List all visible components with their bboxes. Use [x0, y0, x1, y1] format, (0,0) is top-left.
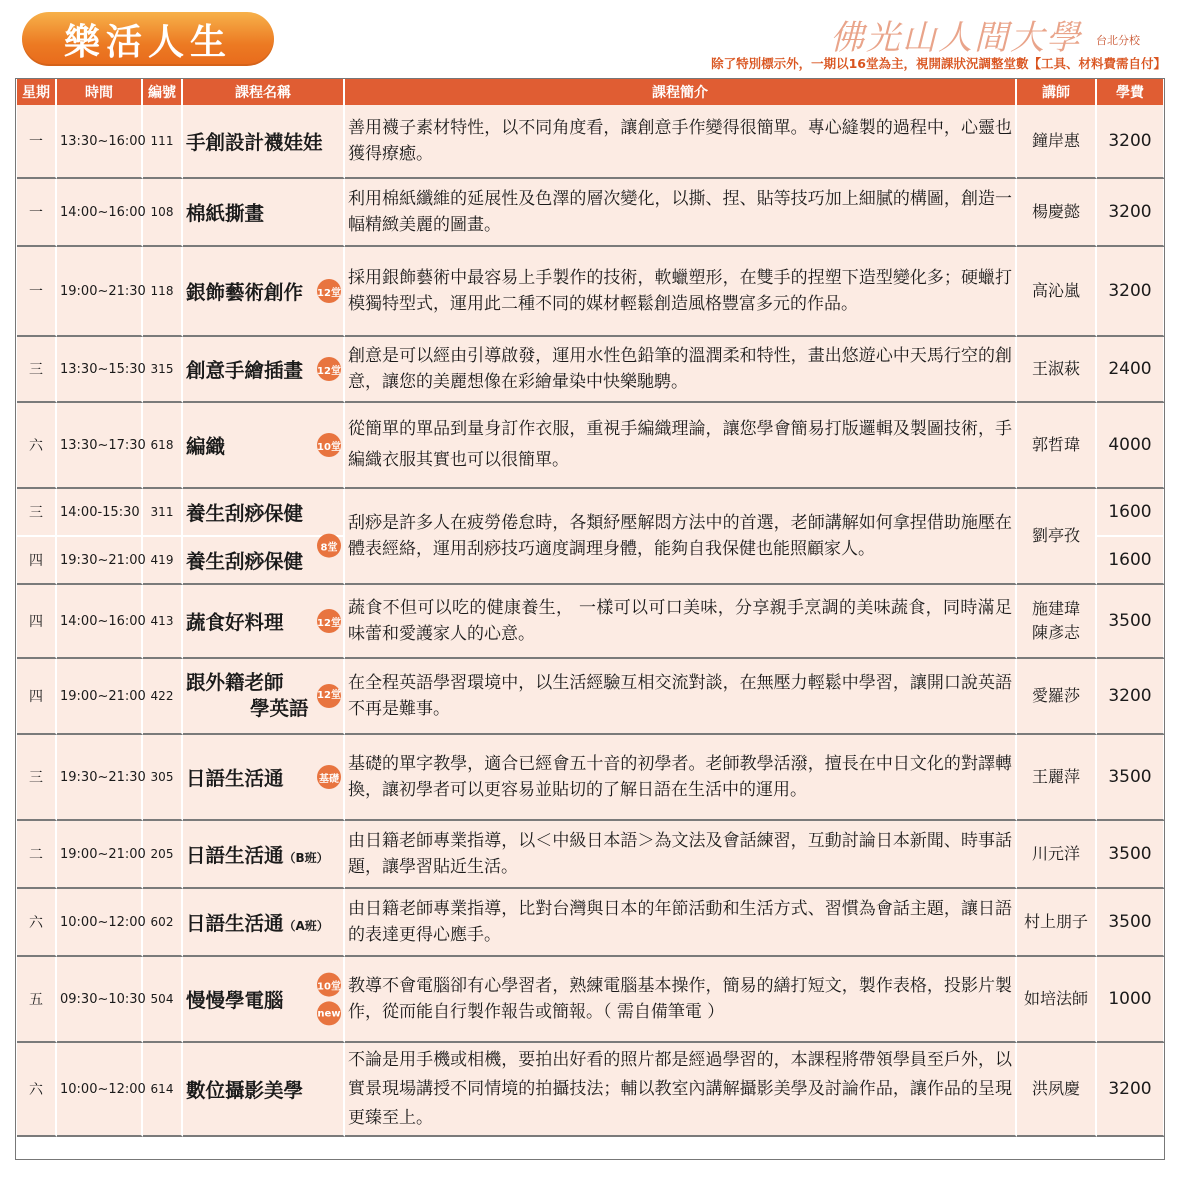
- time: 14:00~16:00: [57, 179, 143, 247]
- teacher: 高沁嵐: [1017, 247, 1097, 337]
- col-time: 時間: [57, 78, 143, 105]
- teacher: 村上朋子: [1017, 889, 1097, 957]
- fee: 3500: [1097, 821, 1165, 889]
- table-row: [17, 179, 1165, 247]
- session-badge: 10堂: [317, 973, 341, 997]
- table-row: [17, 247, 1165, 337]
- fee: 3500: [1097, 585, 1165, 659]
- course-name: [183, 821, 345, 889]
- course-name-text: 數位攝影美學: [186, 1079, 304, 1102]
- table-row: [17, 585, 1165, 659]
- day: 一: [17, 179, 57, 247]
- course-name-text: 編織: [186, 435, 226, 458]
- course-name: [183, 1043, 345, 1137]
- time: 09:30~10:30: [57, 957, 143, 1043]
- time: 10:00~12:00: [57, 889, 143, 957]
- day: 三: [17, 337, 57, 403]
- code: 419: [143, 537, 183, 585]
- description: 善用襪子素材特性，以不同角度看，讓創意手作變得很簡單。專心縫製的過程中，心靈也獲得療癒。: [345, 105, 1017, 179]
- time: 14:00~16:00: [57, 585, 143, 659]
- class-suffix: （B班）: [283, 851, 329, 865]
- teacher: 洪夙慶: [1017, 1043, 1097, 1137]
- fee: 1600: [1097, 489, 1165, 537]
- time: 19:30~21:30: [57, 735, 143, 821]
- course-name: [183, 105, 345, 179]
- fee: 3200: [1097, 179, 1165, 247]
- teacher: 川元洋: [1017, 821, 1097, 889]
- course-name: [183, 179, 345, 247]
- course-name-text: 棉紙撕畫: [186, 202, 265, 225]
- code: 413: [143, 585, 183, 659]
- course-name: [183, 735, 345, 821]
- teacher-2: 陳彥志: [1031, 623, 1080, 642]
- col-fee: 學費: [1097, 78, 1165, 105]
- course-name-text: 創意手繪插畫: [186, 359, 304, 382]
- day: 六: [17, 1043, 57, 1137]
- course-name-text: 蔬食好料理: [186, 611, 284, 634]
- day: 六: [17, 889, 57, 957]
- col-teacher: 講師: [1017, 78, 1097, 105]
- teacher-1: 施建瑋: [1031, 599, 1080, 618]
- session-badge: 12堂: [317, 357, 341, 381]
- fee: 3200: [1097, 1043, 1165, 1137]
- course-name: [183, 247, 345, 337]
- course-table: [17, 78, 1165, 1137]
- fee: 1600: [1097, 537, 1165, 585]
- col-day: 星期: [17, 78, 57, 105]
- table-row: [17, 889, 1165, 957]
- day: 五: [17, 957, 57, 1043]
- time: 13:30~17:30: [57, 403, 143, 489]
- level-badge: 基礎: [317, 765, 341, 789]
- class-suffix: （A班）: [283, 919, 329, 933]
- table-row: [17, 1043, 1165, 1137]
- description: 刮痧是許多人在疲勞倦怠時，各類紓壓解悶方法中的首選，老師講解如何拿捏借助施壓在體表經絡，運用刮痧技巧適度調理身體，能夠自我保健也能照顧家人。: [345, 489, 1017, 585]
- teacher: 鐘岸惠: [1017, 105, 1097, 179]
- course-name: [183, 585, 345, 659]
- code: 504: [143, 957, 183, 1043]
- description: 從簡單的單品到量身訂作衣服，重視手編織理論，讓您學會簡易打版邏輯及製圖技術，手編織衣服其實也可以很簡單。: [345, 403, 1017, 489]
- time: 13:30~15:30: [57, 337, 143, 403]
- table-row: [17, 403, 1165, 489]
- session-badge: 10堂: [317, 433, 341, 457]
- table-row: [17, 957, 1165, 1043]
- day: 一: [17, 247, 57, 337]
- description: 蔬食不但可以吃的健康養生， 一樣可以可口美味，分享親手烹調的美味蔬食，同時滿足味蕾和愛護家人的心意。: [345, 585, 1017, 659]
- new-badge: new: [317, 1001, 341, 1025]
- notice-text: 除了特別標示外，一期以16堂為主，視開課狀況調整堂數【工具、材料費需自付】: [711, 56, 1166, 71]
- day: 四: [17, 537, 57, 585]
- teacher: 楊慶懿: [1017, 179, 1097, 247]
- code: 614: [143, 1043, 183, 1137]
- time: 14:00-15:30: [57, 489, 143, 537]
- table-row: [17, 337, 1165, 403]
- col-desc: 課程簡介: [345, 78, 1017, 105]
- code: 118: [143, 247, 183, 337]
- description: 教導不會電腦卻有心學習者，熟練電腦基本操作，簡易的繕打短文，製作表格，投影片製作，從而能自行製作報告或簡報。（ 需自備筆電 ）: [345, 957, 1017, 1043]
- teacher: [1017, 585, 1097, 659]
- course-name: [183, 489, 345, 537]
- teacher: 如培法師: [1017, 957, 1097, 1043]
- description: 創意是可以經由引導啟發，運用水性色鉛筆的溫潤柔和特性，畫出悠遊心中天馬行空的創意，讓您的美麗想像在彩繪暈染中快樂馳騁。: [345, 337, 1017, 403]
- code: 205: [143, 821, 183, 889]
- course-name: [183, 337, 345, 403]
- description: 採用銀飾藝術中最容易上手製作的技術，軟蠟塑形，在雙手的捏塑下造型變化多；硬蠟打模獨特型式，運用此二種不同的媒材輕鬆創造風格豐富多元的作品。: [345, 247, 1017, 337]
- description: 基礎的單字教學，適合已經會五十音的初學者。老師教學活潑，擅長在中日文化的對譯轉換，讓初學者可以更容易並貼切的了解日語在生活中的運用。: [345, 735, 1017, 821]
- code: 422: [143, 659, 183, 735]
- fee: 3200: [1097, 659, 1165, 735]
- session-badge: 12堂: [317, 684, 341, 708]
- day: 四: [17, 659, 57, 735]
- fee: 2400: [1097, 337, 1165, 403]
- fee: 3200: [1097, 247, 1165, 337]
- description: 由日籍老師專業指導，以＜中級日本語＞為文法及會話練習，互動討論日本新聞、時事話題，讓學習貼近生活。: [345, 821, 1017, 889]
- fee: 3500: [1097, 735, 1165, 821]
- logo: 佛光山人間大學: [830, 18, 1082, 58]
- day: 六: [17, 403, 57, 489]
- code: 315: [143, 337, 183, 403]
- table-row: [17, 105, 1165, 179]
- table-row: [17, 735, 1165, 821]
- fee: 3200: [1097, 105, 1165, 179]
- teacher: 劉亭孜: [1017, 489, 1097, 585]
- description: 利用棉紙纖維的延展性及色澤的層次變化，以撕、捏、貼等技巧加上細膩的構圖，創造一幅精緻美麗的圖畫。: [345, 179, 1017, 247]
- code: 602: [143, 889, 183, 957]
- course-name-line2: 學英語: [250, 697, 309, 720]
- course-name: [183, 659, 345, 735]
- table-row: [17, 489, 1165, 537]
- course-name-line1: 跟外籍老師: [186, 671, 284, 694]
- time: 19:00~21:30: [57, 247, 143, 337]
- fee: 4000: [1097, 403, 1165, 489]
- session-badge: 8堂: [317, 534, 341, 558]
- page-title: 樂活人生: [22, 12, 274, 66]
- code: 108: [143, 179, 183, 247]
- teacher: 愛羅莎: [1017, 659, 1097, 735]
- day: 一: [17, 105, 57, 179]
- course-name-text: 手創設計襪娃娃: [186, 131, 323, 154]
- time: 10:00~12:00: [57, 1043, 143, 1137]
- table-header: [17, 78, 1165, 105]
- time: 19:00~21:00: [57, 659, 143, 735]
- course-name: [183, 403, 345, 489]
- description: 在全程英語學習環境中，以生活經驗互相交流對談，在無壓力輕鬆中學習，讓開口說英語不再是難事。: [345, 659, 1017, 735]
- fee: 3500: [1097, 889, 1165, 957]
- code: 618: [143, 403, 183, 489]
- course-name-text: 慢慢學電腦: [186, 989, 284, 1012]
- course-name: [183, 957, 345, 1043]
- course-name: [183, 889, 345, 957]
- teacher: 王淑萩: [1017, 337, 1097, 403]
- time: 19:30~21:00: [57, 537, 143, 585]
- course-name: [183, 537, 345, 585]
- day: 三: [17, 735, 57, 821]
- course-name-text: 日語生活通: [186, 844, 284, 867]
- course-name-text: 日語生活通: [186, 912, 284, 935]
- day: 三: [17, 489, 57, 537]
- time: 13:30~16:00: [57, 105, 143, 179]
- col-code: 編號: [143, 78, 183, 105]
- fee: 1000: [1097, 957, 1165, 1043]
- course-name-text: 日語生活通: [186, 767, 284, 790]
- table-row: [17, 659, 1165, 735]
- session-badge: 12堂: [317, 609, 341, 633]
- course-name-text: 養生刮痧保健: [186, 502, 304, 525]
- day: 四: [17, 585, 57, 659]
- col-course: 課程名稱: [183, 78, 345, 105]
- session-badge: 12堂: [317, 279, 341, 303]
- description: 不論是用手機或相機，要拍出好看的照片都是經過學習的，本課程將帶領學員至戶外，以實景現場講授不同情境的拍攝技法；輔以教室內講解攝影美學及討論作品，讓作品的呈現更臻至上。: [345, 1043, 1017, 1137]
- teacher: 郭哲瑋: [1017, 403, 1097, 489]
- course-name-text: 銀飾藝術創作: [186, 281, 304, 304]
- table-row: [17, 821, 1165, 889]
- code: 305: [143, 735, 183, 821]
- code: 111: [143, 105, 183, 179]
- branch-label: 台北分校: [1096, 34, 1140, 47]
- time: 19:00~21:00: [57, 821, 143, 889]
- teacher: 王麗萍: [1017, 735, 1097, 821]
- code: 311: [143, 489, 183, 537]
- description: 由日籍老師專業指導，比對台灣與日本的年節活動和生活方式、習慣為會話主題，讓日語的表達更得心應手。: [345, 889, 1017, 957]
- course-name-text: 養生刮痧保健: [186, 550, 304, 573]
- day: 二: [17, 821, 57, 889]
